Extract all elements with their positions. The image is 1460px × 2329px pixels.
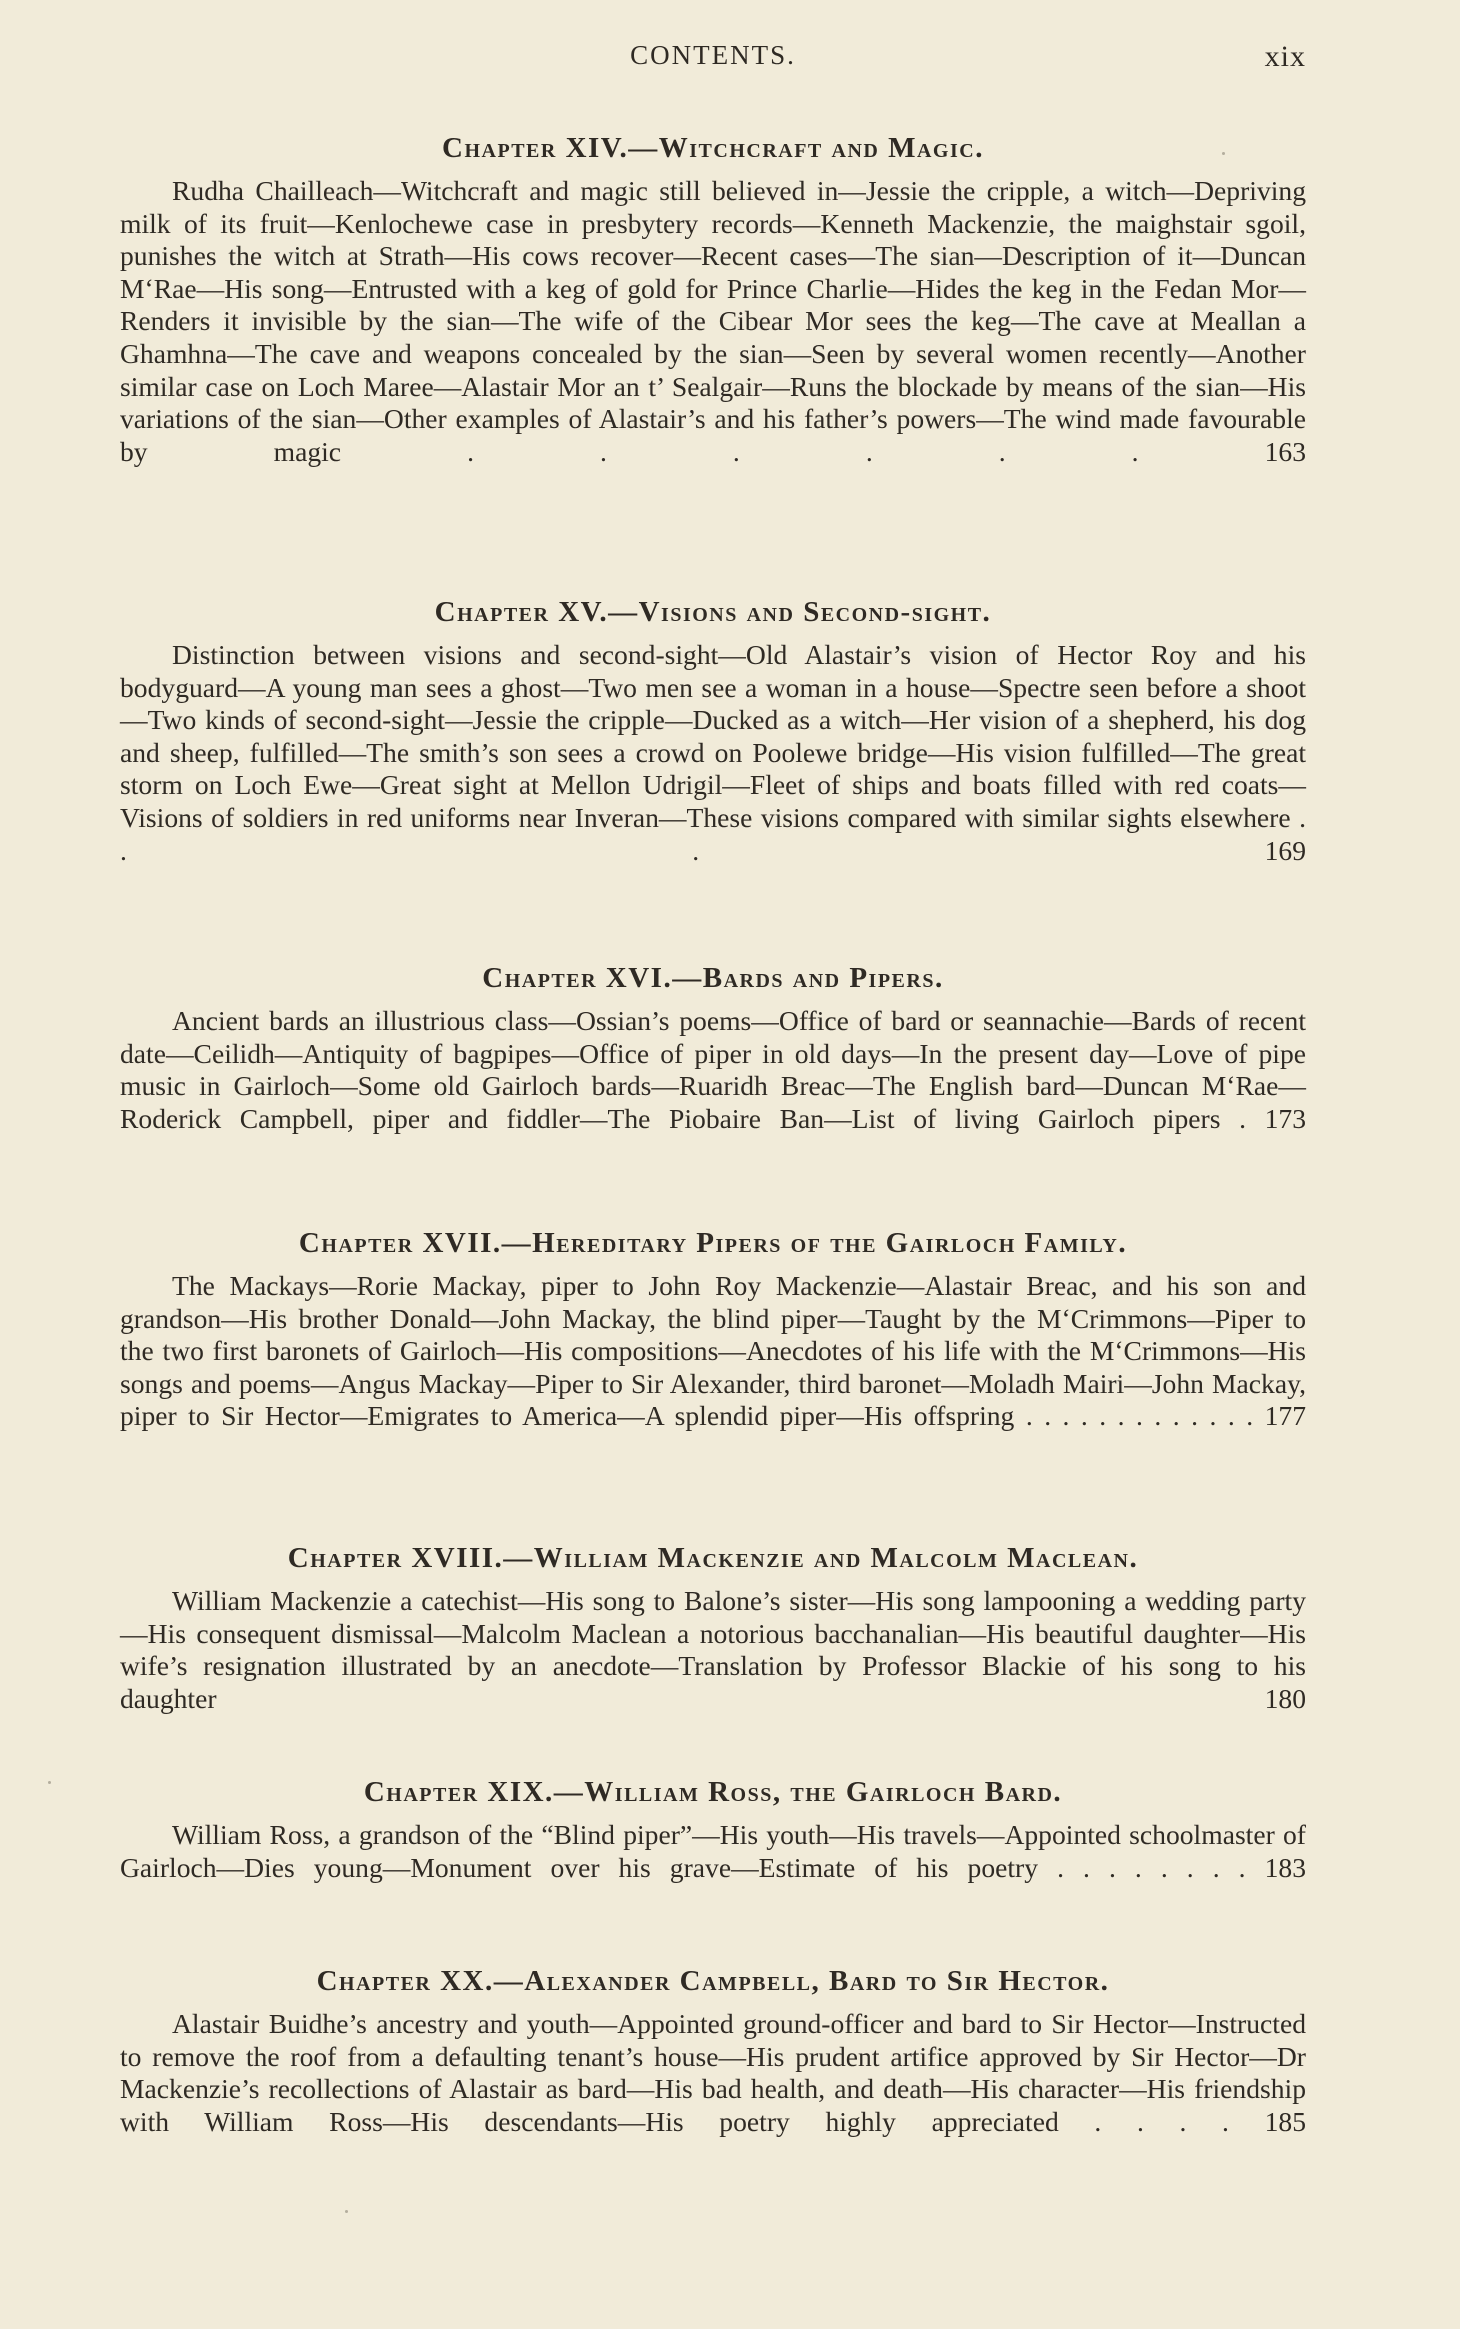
running-head-title: CONTENTS. [630, 40, 796, 70]
summary-text: Ancient bards an illustrious class—Ossian’s poems—Office of bard or seannachie—Bards of recent date—Ceilidh—Antiquity of bagpipes—Office of piper in old days—In the present day—Love of pipe music in Gairloch—Some old Gairloch bards—Ruaridh Breac—The English bard—Duncan M‘Rae—Roderick Campbell, piper and fiddler—The Piobaire Ban—List of living Gairloch pipers [120, 1005, 1306, 1134]
summary-text: William Ross, a grandson of the “Blind piper”—His youth—His travels—Appointed schoolmaster of Gairloch—Dies young—Monument over his grave—Estimate of his poetry [120, 1819, 1306, 1883]
chapter-page-number: 169 [1264, 834, 1306, 866]
dot-leader: . . . . . . . . . . . . . [1025, 1400, 1254, 1432]
chapter-heading: Chapter XVIII.—William Mackenzie and Malcolm Maclean. [287, 1542, 1139, 1574]
page-number: xix [1264, 40, 1306, 73]
dot-leader: . [1239, 1102, 1246, 1134]
summary-text: Distinction between visions and second-sight—Old Alastair’s vision of Hector Roy and his bodyguard—A young man sees a ghost—Two men see a woman in a house—Spectre seen before a shoot—Two kinds of second-sight—Jessie the cripple—Ducked as a witch—Her vision of a shepherd, his dog and sheep, fulfilled—The smith’s son sees a crowd on Poolewe bridge—His vision fulfilled—The great storm on Loch Ewe—Great sight at Mellon Udrigil—Fleet of ships and boats filled with red coats—Visions of soldiers in red uniforms near Inveran—These visions compared with similar sights elsewhere [120, 639, 1306, 833]
chapter-heading: Chapter XVI.—Bards and Pipers. [482, 962, 944, 994]
chapter-page-number: 185 [1264, 2105, 1306, 2137]
chapter-summary [120, 1005, 1306, 1135]
chapter-heading: Chapter XV.—Visions and Second-sight. [434, 596, 992, 628]
chapter-summary [120, 639, 1306, 867]
chapter-summary [120, 2008, 1306, 2138]
chapter-entry-xiv [120, 132, 1306, 468]
chapter-entry-xix [120, 1776, 1306, 1884]
chapter-heading: Chapter XIV.—Witchcraft and Magic. [442, 132, 984, 164]
dot-leader: . . . . [1094, 2105, 1229, 2137]
chapter-entry-xviii [120, 1542, 1306, 1715]
dot-leader: . . . [120, 801, 1306, 866]
chapter-heading: Chapter XIX.—William Ross, the Gairloch Bard. [363, 1776, 1063, 1808]
chapter-summary [120, 1585, 1306, 1715]
chapter-page-number: 173 [1264, 1102, 1306, 1134]
chapter-heading: Chapter XVII.—Hereditary Pipers of the Gairloch Family. [298, 1227, 1128, 1259]
summary-text: The Mackays—Rorie Mackay, piper to John Roy Mackenzie—Alastair Breac, and his son and grandson—His brother Donald—John Mackay, the blind piper—Taught by the M‘Crimmons—Piper to the two first baronets of Gairloch—His compositions—Anecdotes of his life with the M‘Crimmons—His songs and poems—Angus Mackay—Piper to Sir Alexander, third baronet—Moladh Mairi—John Mackay, piper to Sir Hector—Emigrates to America—A splendid piper—His offspring [120, 1270, 1306, 1432]
paper-speck [345, 2210, 348, 2213]
chapter-entry-xvii [120, 1227, 1306, 1433]
chapter-entry-xvi [120, 962, 1306, 1135]
chapter-entry-xx [120, 1965, 1306, 2138]
chapter-summary [120, 1819, 1306, 1884]
chapter-page-number: 163 [1264, 435, 1306, 467]
paper-speck [48, 1781, 51, 1784]
chapter-page-number: 177 [1264, 1400, 1306, 1432]
chapter-heading: Chapter XX.—Alexander Campbell, Bard to Sir Hector. [316, 1965, 1110, 1997]
chapter-entry-xv [120, 596, 1306, 867]
summary-text: Alastair Buidhe’s ancestry and youth—Appointed ground-officer and bard to Sir Hector—Instructed to remove the roof from a defaulting tenant’s house—His prudent artifice approved by Sir Hector—Dr Mackenzie’s recollections of Alastair as bard—His bad health, and death—His character—His friendship with William Ross—His descendants—His poetry highly appreciated [120, 2008, 1306, 2137]
dot-leader: . . . . . . [467, 435, 1139, 467]
chapter-page-number: 183 [1264, 1851, 1306, 1883]
paper-speck [1222, 152, 1225, 155]
chapter-summary [120, 175, 1306, 468]
summary-text: Rudha Chailleach—Witchcraft and magic still believed in—Jessie the cripple, a witch—Depriving milk of its fruit—Kenlochewe case in presbytery records—Kenneth Mackenzie, the maighstair sgoil, punishes the witch at Strath—His cows recover—Recent cases—The sian—Description of it—Duncan M‘Rae—His song—Entrusted with a keg of gold for Prince Charlie—Hides the keg in the Fedan Mor—Renders it invisible by the sian—The wife of the Cibear Mor sees the keg—The cave at Meallan a Ghamhna—The cave and weapons concealed by the sian—Seen by several women recently—Another similar case on Loch Maree—Alastair Mor an t’ Sealgair—Runs the blockade by means of the sian—His variations of the sian—Other examples of Alastair’s and his father’s powers—The wind made favourable by magic [120, 175, 1306, 467]
summary-text: William Mackenzie a catechist—His song to Balone’s sister—His song lampooning a wedding party—His consequent dismissal—Malcolm Maclean a notorious bacchanalian—His beautiful daughter—His wife’s resignation illustrated by an anecdote—Translation by Professor Blackie of his song to his daughter [120, 1585, 1306, 1714]
chapter-summary [120, 1270, 1306, 1433]
running-head [120, 40, 1306, 80]
chapter-page-number: 180 [1264, 1682, 1306, 1714]
dot-leader: . . . . . . . . [1057, 1851, 1246, 1883]
